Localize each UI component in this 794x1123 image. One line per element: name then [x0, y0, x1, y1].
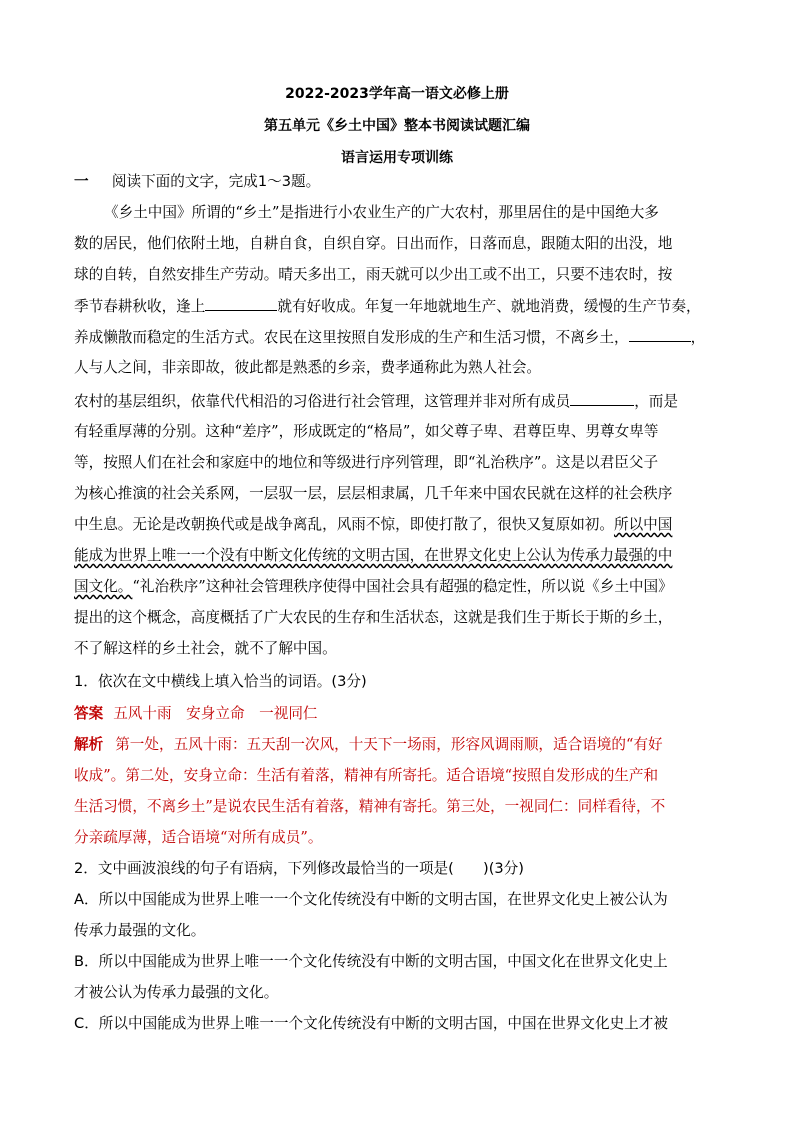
passage-text: 就有好收成。年复一年地就地生产、就地消费，缓慢的生产节奏， [277, 298, 701, 315]
question-1-answer [74, 704, 318, 724]
passage-line: 等，按照人们在社会和家庭中的地位和等级进行序列管理，即“礼治秩序”。这是以君臣父子 [74, 454, 659, 471]
section-marker: 一 [74, 173, 89, 190]
fill-blank-2 [629, 327, 691, 342]
wavy-underlined-sentence: 能成为世界上唯一一个没有中断文化传统的文明古国，在世界文化史上公认为传承力最强的中 [74, 547, 673, 564]
document-title-subtitle: 语言运用专项训练 [341, 150, 453, 166]
analysis-line: 收成”。第二处，安身立命：生活有着落，精神有所寄托。适合语境“按照自发形成的生产和 [74, 767, 659, 784]
passage-line: 不了解这样的乡土社会，就不了解中国。 [74, 640, 337, 657]
question-1-analysis [74, 735, 663, 755]
passage-line: 球的自转，自然安排生产劳动。晴天多出工，雨天就可以少出工或不出工，只要不违农时，按 [74, 266, 673, 283]
analysis-line: 分亲疏厚薄，适合语境“对所有成员”。 [74, 829, 323, 846]
fill-blank-3 [570, 391, 634, 406]
section-heading [74, 172, 320, 192]
passage-line [74, 391, 678, 412]
fill-blank-1 [205, 296, 277, 311]
option-a: A．所以中国能成为世界上唯一一个文化传统没有中断的文明古国，在世界文化史上被公认为 [74, 891, 668, 908]
passage-line: 提出的这个概念，高度概括了广大农民的生存和生活状态，这就是我们生于斯长于斯的乡土， [74, 609, 673, 626]
wavy-underlined-sentence: 国文化。 [74, 578, 133, 595]
option-a-cont: 传承力最强的文化。 [74, 922, 206, 939]
question-1-stem: 1．依次在文中横线上填入恰当的词语。(3分) [74, 673, 367, 690]
passage-text: 养成懒散而稳定的生活方式。农民在这里按照自发形成的生产和生活习惯，不离乡土， [74, 329, 629, 346]
option-c: C．所以中国能成为世界上唯一一个文化传统没有中断的文明古国，中国在世界文化史上才被 [74, 1015, 668, 1032]
analysis-label: 解析 [74, 736, 104, 753]
passage-line [74, 577, 673, 597]
passage-text: “礼治秩序”这种社会管理秩序使得中国社会具有超强的稳定性，所以说《乡土中国》 [132, 578, 673, 595]
passage-text: 季节春耕秋收，逢上 [74, 298, 206, 315]
passage-line: 有轻重厚薄的分别。这种“差序”，形成既定的“格局”，如父尊子卑、君尊臣卑、男尊女卑等 [74, 423, 659, 440]
answer-label: 答案 [74, 705, 104, 722]
passage-text: ，而是 [634, 393, 678, 410]
document-title-unit: 第五单元《乡土中国》整本书阅读试题汇编 [264, 118, 530, 134]
document-title-year: 2022-2023学年高一语文必修上册 [285, 86, 509, 102]
analysis-text: 第一处，五风十雨：五天刮一次风，十天下一场雨，形容风调雨顺，适合语境的“有好 [115, 736, 663, 753]
passage-line: 数的居民，他们依附土地，自耕自食，自织自穿。日出而作，日落而息，跟随太阳的出没，地 [74, 235, 673, 252]
section-instruction: 阅读下面的文字，完成1～3题。 [111, 173, 321, 190]
passage-line: 为核心推演的社会关系网，一层驭一层，层层相隶属，几千年来中国农民就在这样的社会秩序 [74, 485, 673, 502]
passage-line: 人与人之间，非亲即故，彼此都是熟悉的乡亲，费孝通称此为熟人社会。 [74, 359, 542, 376]
passage-line [74, 296, 701, 317]
analysis-line: 生活习惯，不离乡土”是说农民生活有着落，精神有寄托。第三处，一视同仁：同样看待，不 [74, 798, 666, 815]
passage-line: 《乡土中国》所谓的“乡土”是指进行小农业生产的广大农村，那里居住的是中国绝大多 [104, 204, 659, 221]
passage-line [74, 515, 672, 535]
wavy-underlined-sentence: 所以中国 [613, 516, 673, 533]
passage-line [74, 327, 705, 348]
answer-text: 五风十雨 安身立命 一视同仁 [113, 705, 318, 722]
option-b-cont: 才被公认为传承力最强的文化。 [74, 984, 279, 1001]
passage-text: 农村的基层组织，依靠代代相沿的习俗进行社会管理，这管理并非对所有成员 [74, 393, 571, 410]
option-b: B．所以中国能成为世界上唯一一个文化传统没有中断的文明古国，中国文化在世界文化史上 [74, 953, 668, 970]
passage-text: ， [690, 329, 706, 346]
passage-text: 中生息。无论是改朝换代或是战争离乱，风雨不惊，即使打散了，很快又复原如初。 [74, 516, 614, 533]
question-2-stem: 2．文中画波浪线的句子有语病，下列修改最恰当的一项是( )(3分) [74, 860, 524, 877]
